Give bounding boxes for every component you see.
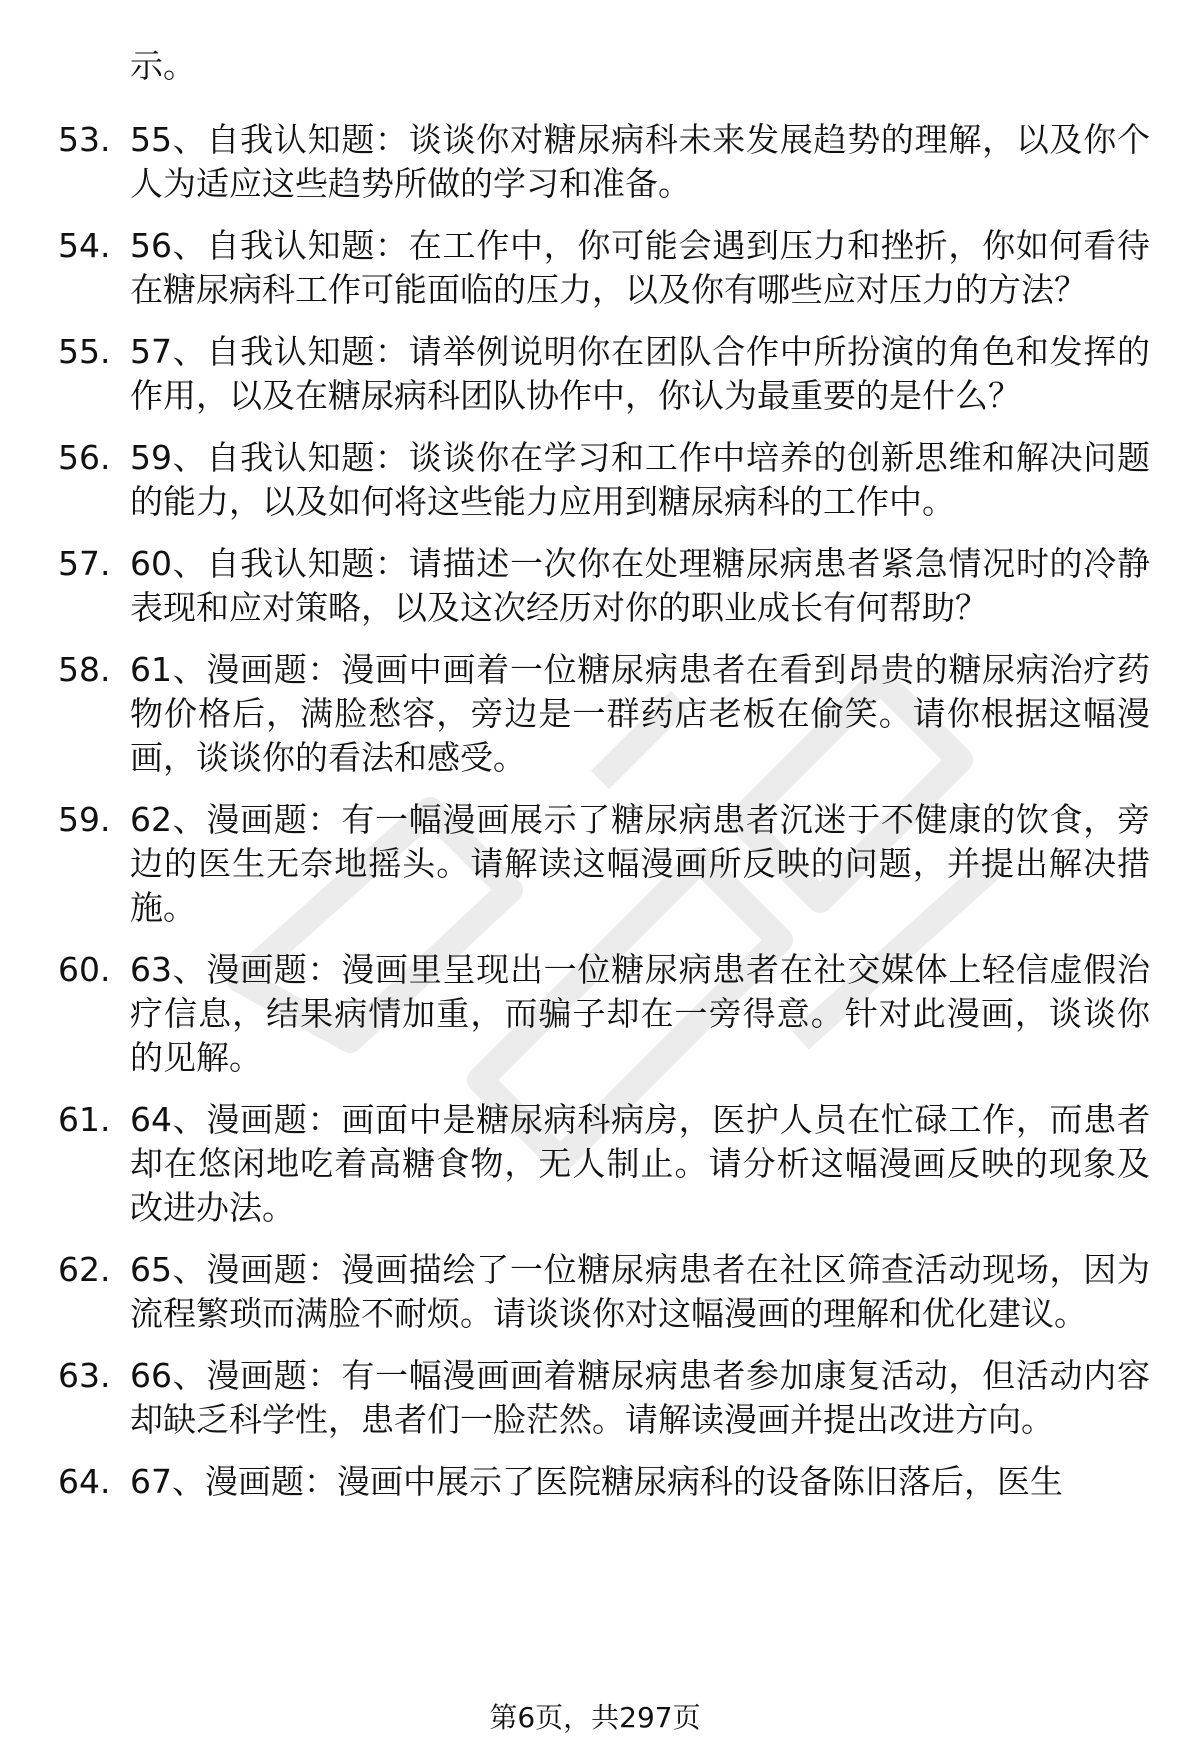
list-item (0, 1460, 1190, 1504)
item-number: 64. (58, 1462, 111, 1501)
list-item (0, 948, 1190, 1080)
item-number: 57. (58, 544, 111, 583)
list-item (0, 798, 1190, 930)
question-list (0, 118, 1190, 1522)
item-number: 60. (58, 950, 111, 989)
list-item (0, 224, 1190, 312)
list-item (0, 1098, 1190, 1230)
item-text: 65、漫画题：漫画描绘了一位糖尿病患者在社区筛查活动现场，因为流程繁琐而满脸不耐烦。请谈谈你对这幅漫画的理解和优化建议。 (130, 1250, 1150, 1333)
item-number: 53. (58, 120, 111, 159)
list-item (0, 648, 1190, 780)
item-text: 57、自我认知题：请举例说明你在团队合作中所扮演的角色和发挥的作用，以及在糖尿病科团队协作中，你认为最重要的是什么？ (130, 332, 1150, 415)
item-number: 58. (58, 650, 111, 689)
page-footer: 第6页，共297页 (489, 1701, 701, 1734)
item-number: 56. (58, 438, 111, 477)
item-text: 56、自我认知题：在工作中，你可能会遇到压力和挫折，你如何看待在糖尿病科工作可能面临的压力，以及你有哪些应对压力的方法？ (130, 226, 1150, 309)
list-item (0, 1248, 1190, 1336)
list-item (0, 330, 1190, 418)
list-item (0, 1354, 1190, 1442)
item-text: 60、自我认知题：请描述一次你在处理糖尿病患者紧急情况时的冷静表现和应对策略，以及这次经历对你的职业成长有何帮助？ (130, 544, 1150, 627)
list-item (0, 436, 1190, 524)
item-number: 63. (58, 1356, 111, 1395)
item-text: 64、漫画题：画面中是糖尿病科病房，医护人员在忙碌工作，而患者却在悠闲地吃着高糖食物，无人制止。请分析这幅漫画反映的现象及改进办法。 (130, 1100, 1150, 1227)
list-item (0, 542, 1190, 630)
continuation-text: 示。 (130, 46, 196, 85)
item-number: 55. (58, 332, 111, 371)
item-number: 54. (58, 226, 111, 265)
item-text: 59、自我认知题：谈谈你在学习和工作中培养的创新思维和解决问题的能力，以及如何将这些能力应用到糖尿病科的工作中。 (130, 438, 1150, 521)
item-text: 61、漫画题：漫画中画着一位糖尿病患者在看到昂贵的糖尿病治疗药物价格后，满脸愁容，旁边是一群药店老板在偷笑。请你根据这幅漫画，谈谈你的看法和感受。 (130, 650, 1150, 777)
item-text: 55、自我认知题：谈谈你对糖尿病科未来发展趋势的理解，以及你个人为适应这些趋势所做的学习和准备。 (130, 120, 1150, 203)
item-text: 63、漫画题：漫画里呈现出一位糖尿病患者在社交媒体上轻信虚假治疗信息，结果病情加重，而骗子却在一旁得意。针对此漫画，谈谈你的见解。 (130, 950, 1150, 1077)
item-number: 62. (58, 1250, 111, 1289)
item-number: 59. (58, 800, 111, 839)
item-text: 66、漫画题：有一幅漫画画着糖尿病患者参加康复活动，但活动内容却缺乏科学性，患者们一脸茫然。请解读漫画并提出改进方向。 (130, 1356, 1150, 1439)
item-text: 62、漫画题：有一幅漫画展示了糖尿病患者沉迷于不健康的饮食，旁边的医生无奈地摇头。请解读这幅漫画所反映的问题，并提出解决措施。 (130, 800, 1150, 927)
list-item (0, 118, 1190, 206)
item-number: 61. (58, 1100, 111, 1139)
item-text: 67、漫画题：漫画中展示了医院糖尿病科的设备陈旧落后，医生 (130, 1462, 1063, 1501)
